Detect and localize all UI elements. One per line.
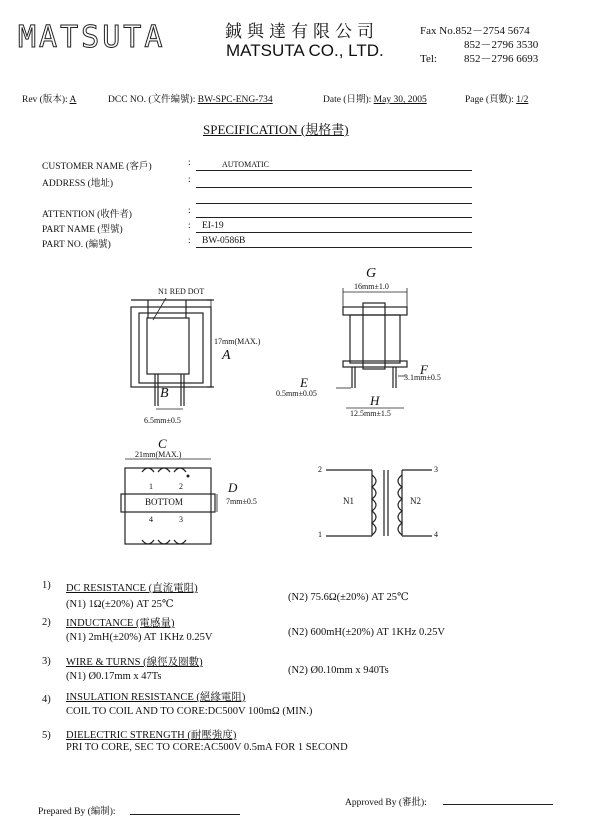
width-dimension: 16mm±1.0 [354, 282, 389, 291]
schematic-pin-3: 3 [434, 465, 438, 474]
letter-d: D [228, 480, 238, 495]
phone-number-1: 852－2796 3530 [464, 39, 539, 51]
page-value: 1/2 [516, 95, 529, 105]
letter-a: A [222, 348, 231, 363]
n1-red-dot-label: N1 RED DOT [158, 287, 205, 296]
spec-5-number: 5) [42, 730, 51, 741]
attention-colon: : [188, 206, 191, 216]
letter-g: G [366, 266, 377, 281]
pin-span-dimension: 6.5mm±0.5 [144, 416, 181, 425]
customer-colon: : [188, 158, 191, 168]
address-colon: : [188, 175, 191, 185]
date-value: May 30, 2005 [373, 95, 427, 105]
bottom-d-dimension: 7mm±0.5 [226, 497, 257, 506]
pin1-dot [187, 475, 190, 478]
customer-label: CUSTOMER NAME (客戶) [42, 162, 152, 172]
spec-3-n2: (N2) Ø0.10mm x 940Ts [288, 665, 389, 676]
schematic-n2: N2 [410, 496, 421, 506]
spec-2-title: INDUCTANCE (電感量) [66, 618, 175, 629]
part-name-value: EI-19 [202, 221, 224, 231]
pin-length-dimension: 3.1mm±0.5 [404, 373, 441, 382]
spec-3-title: WIRE & TURNS (線徑及圈數) [66, 657, 203, 668]
letter-c: C [158, 436, 167, 451]
pin-diameter-dimension: 0.5mm±0.05 [276, 389, 317, 398]
date-label: Date (日期): [323, 95, 372, 105]
spec-2-n2: (N2) 600mH(±20%) AT 1KHz 0.25V [288, 627, 445, 638]
spec-2-n1: (N1) 2mH(±20%) AT 1KHz 0.25V [66, 632, 213, 643]
spec-2-number: 2) [42, 617, 51, 628]
bottom-pin-4: 4 [149, 515, 153, 524]
spec-3-n1: (N1) Ø0.17mm x 47Ts [66, 671, 162, 682]
schematic-n1: N1 [343, 496, 354, 506]
fax-number: 852－2754 5674 [455, 25, 530, 37]
approved-by-label: Approved By (審批): [345, 798, 427, 808]
rev-label: Rev (版本): [22, 95, 68, 105]
company-logo: MATSUTA [18, 20, 166, 55]
schematic-pin-4: 4 [434, 530, 438, 539]
prepared-by-label: Prepared By (編制): [38, 807, 116, 817]
letter-e: E [300, 375, 308, 390]
prepared-by-line [130, 814, 240, 815]
part-name-colon: : [188, 221, 191, 231]
fax-label: Fax No. [420, 25, 456, 37]
rev-value: A [69, 95, 77, 105]
company-name-english: MATSUTA CO., LTD. [226, 41, 384, 60]
spec-1-title: DC RESISTANCE (直流電阻) [66, 583, 198, 594]
spec-4-title: INSULATION RESISTANCE (絕緣電阻) [66, 692, 246, 703]
letter-b: B [160, 386, 169, 401]
schematic-pin-2: 2 [318, 465, 322, 474]
letter-f: F [420, 362, 428, 377]
tel-label: Tel: [420, 53, 437, 65]
spec-1-n2: (N2) 75.6Ω(±20%) AT 25℃ [288, 592, 409, 603]
attention-label: ATTENTION (收件者) [42, 210, 132, 220]
height-dimension: 17mm(MAX.) [214, 337, 261, 346]
spec-1-n1: (N1) 1Ω(±20%) AT 25℃ [66, 599, 174, 610]
front-view-drawing [131, 298, 214, 409]
bottom-view-label: BOTTOM [145, 497, 183, 507]
bottom-pin-1: 1 [149, 482, 153, 491]
depth-dimension: 12.5mm±1.5 [350, 409, 391, 418]
part-no-label: PART NO. (編號) [42, 240, 111, 250]
bottom-pin-2: 2 [179, 482, 183, 491]
schematic-pin-1: 1 [318, 530, 322, 539]
customer-value: AUTOMATIC [222, 160, 269, 169]
letter-h: H [370, 393, 380, 408]
page-label: Page (頁數): [465, 95, 514, 105]
side-view-drawing [336, 288, 407, 408]
spec-5-body: PRI TO CORE, SEC TO CORE:AC500V 0.5mA FOR 1 SECOND [66, 742, 348, 753]
dcc-value: BW-SPC-ENG-734 [197, 95, 273, 105]
dcc-label: DCC NO. (文件編號): [108, 95, 196, 105]
part-no-colon: : [188, 236, 191, 246]
part-name-label: PART NAME (型號) [42, 225, 123, 235]
bottom-pin-3: 3 [179, 515, 183, 524]
spec-3-number: 3) [42, 656, 51, 667]
page-title: SPECIFICATION (規格書) [203, 122, 349, 137]
spec-1-number: 1) [42, 580, 51, 591]
part-no-value: BW-0586B [202, 236, 246, 246]
phone-number-2: 852－2796 6693 [464, 53, 539, 65]
spec-4-number: 4) [42, 694, 51, 705]
approved-by-line [443, 804, 553, 805]
address-label: ADDRESS (地址) [42, 179, 113, 189]
bottom-width-dimension: 21mm(MAX.) [135, 450, 182, 459]
spec-4-body: COIL TO COIL AND TO CORE:DC500V 100mΩ (MIN.) [66, 706, 313, 717]
spec-5-title: DIELECTRIC STRENGTH (耐壓強度) [66, 730, 237, 741]
company-name-chinese: 鋮與達有限公司 [225, 22, 379, 42]
